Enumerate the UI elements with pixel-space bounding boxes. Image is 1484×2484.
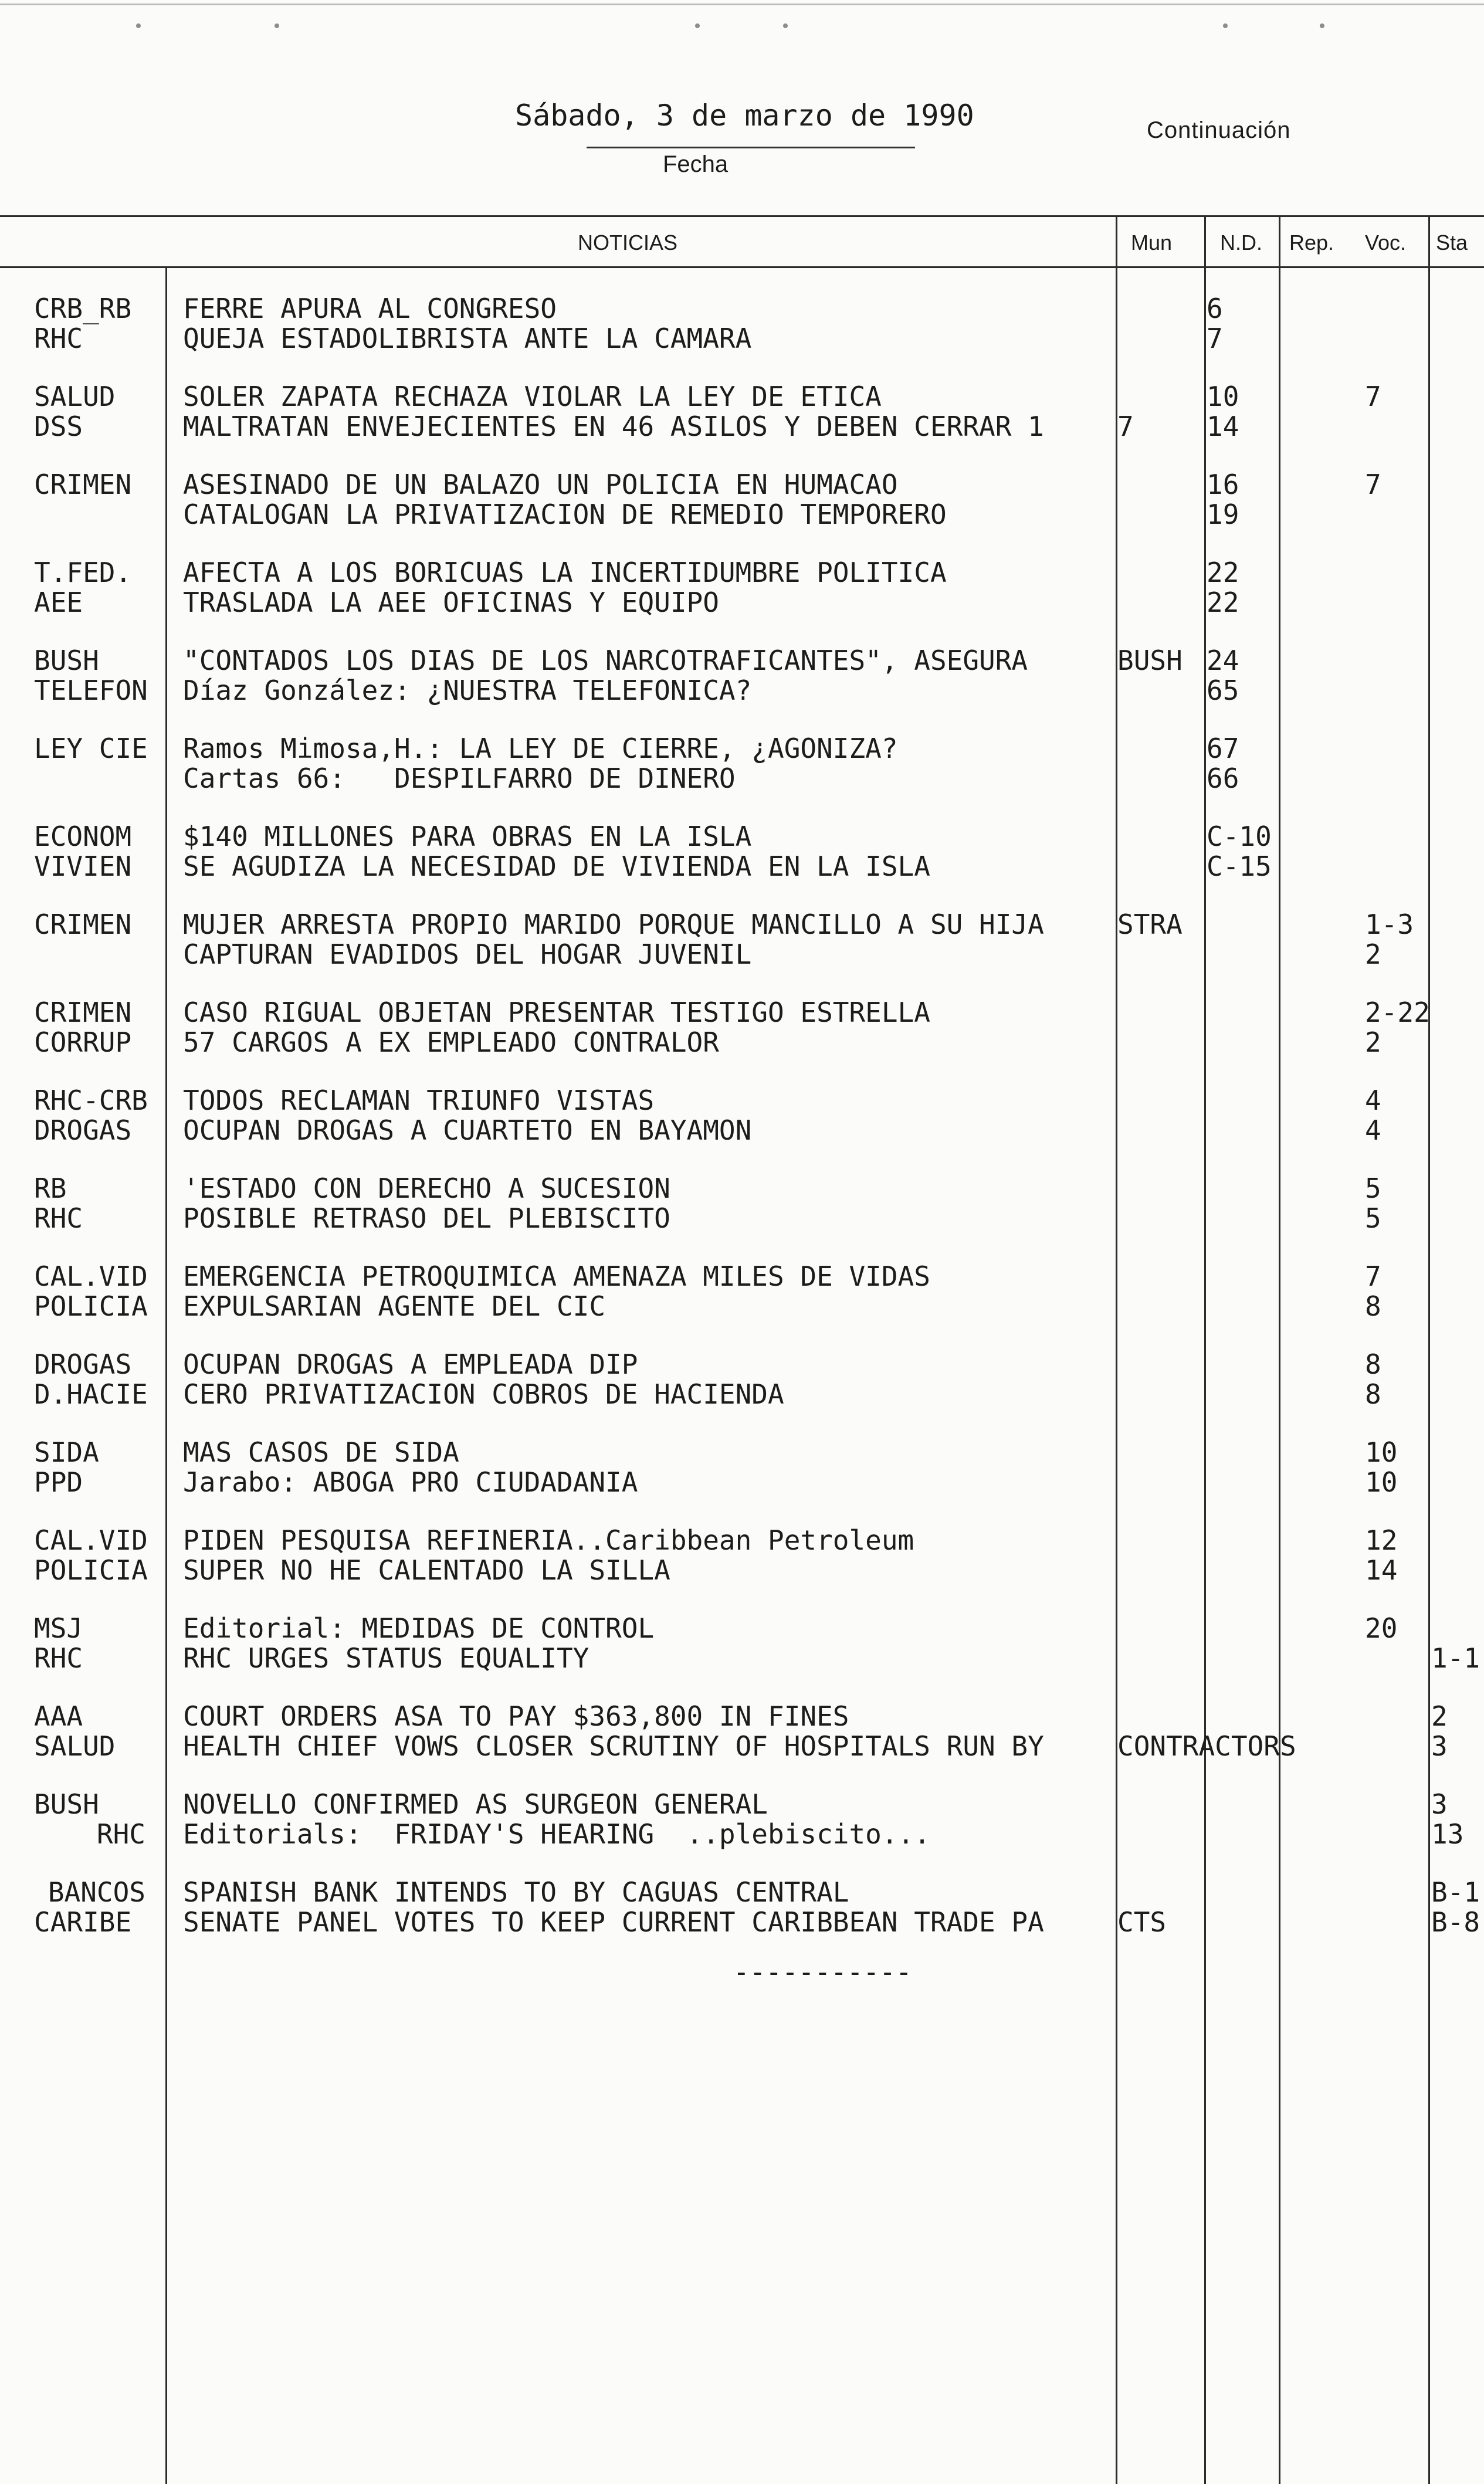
section-code: AAA [34,1700,83,1732]
table-row [0,851,1484,882]
punch-mark [1320,23,1324,28]
section-code: CAL.VID [34,1524,148,1556]
mun-value: 7 [1117,410,1134,442]
section-code: ECONOM [34,821,132,852]
section-code: MSJ [34,1612,83,1644]
headline-text: "CONTADOS LOS DIAS DE LOS NARCOTRAFICANTES", ASEGURA [183,645,1028,676]
table-row [0,557,1484,588]
section-code: PPD [34,1466,83,1498]
nd-page: C-10 [1207,821,1272,852]
section-code: RB [34,1172,67,1204]
rep-column-header: Rep. [1289,231,1334,255]
voc-page: 7 [1365,1260,1381,1292]
punch-mark [1223,23,1228,28]
nd-page: 22 [1207,586,1239,618]
section-code: T.FED. [34,557,132,588]
section-code: BUSH [34,1788,99,1820]
mun-value: CONTRACTORS [1117,1730,1296,1762]
headline-text: MAS CASOS DE SIDA [183,1436,459,1468]
section-code: CRB_RB [34,293,132,324]
mun-value: BUSH [1117,645,1183,676]
section-code: BUSH [34,645,99,676]
section-code: SIDA [34,1436,99,1468]
voc-page: 8 [1365,1378,1381,1410]
section-code: LEY CIE [34,733,148,764]
mun-value: STRA [1117,909,1183,940]
section-code: CORRUP [34,1026,132,1058]
end-of-list-mark: ----------- [733,1956,912,1988]
table-row [0,1261,1484,1292]
section-code: TELEFON [34,674,148,706]
headline-text: Editorial: MEDIDAS DE CONTROL [183,1612,655,1644]
table-row [0,1173,1484,1204]
table-row [0,939,1484,970]
table-row [0,1349,1484,1380]
voc-page: 5 [1365,1202,1381,1234]
headline-text: $140 MILLONES PARA OBRAS EN LA ISLA [183,821,752,852]
section-code: POLICIA [34,1290,148,1322]
headline-text: SUPER NO HE CALENTADO LA SILLA [183,1554,670,1586]
voc-page: 10 [1365,1436,1398,1468]
headline-text: SENATE PANEL VOTES TO KEEP CURRENT CARIBBEAN TRADE PA [183,1906,1044,1938]
table-row [0,909,1484,940]
headline-text: TRASLADA LA AEE OFICINAS Y EQUIPO [183,586,719,618]
nd-page: 66 [1207,762,1239,794]
nd-page: 19 [1207,498,1239,530]
table-row [0,821,1484,852]
headline-text: MALTRATAN ENVEJECIENTES EN 46 ASILOS Y DEBEN CERRAR 1 [183,410,1044,442]
headline-text: NOVELLO CONFIRMED AS SURGEON GENERAL [183,1788,768,1820]
section-code: RHC [96,1818,145,1850]
continuation-label: Continuación [1147,117,1291,143]
table-row [0,1437,1484,1468]
table-row [0,381,1484,412]
headline-text: FERRE APURA AL CONGRESO [183,293,557,324]
nd-page: 6 [1207,293,1223,324]
section-code: RHC [34,322,83,354]
top-edge-line [0,4,1484,5]
nd-page: 10 [1207,381,1239,412]
table-row [0,1467,1484,1497]
voc-page: 8 [1365,1290,1381,1322]
section-code: CRIMEN [34,997,132,1028]
table-row [0,1643,1484,1673]
report-date: Sábado, 3 de marzo de 1990 [515,99,974,133]
table-row [0,1701,1484,1731]
date-underline [587,147,915,148]
headline-text: EMERGENCIA PETROQUIMICA AMENAZA MILES DE VIDAS [183,1260,930,1292]
table-row [0,1731,1484,1761]
headline-text: SOLER ZAPATA RECHAZA VIOLAR LA LEY DE ETICA [183,381,882,412]
table-row [0,1877,1484,1907]
table-row [0,1203,1484,1233]
section-code: VIVIEN [34,850,132,882]
voc-page: 4 [1365,1085,1381,1116]
table-row [0,411,1484,442]
headline-text: OCUPAN DROGAS A CUARTETO EN BAYAMON [183,1114,752,1146]
headline-text: SE AGUDIZA LA NECESIDAD DE VIVIENDA EN LA ISLA [183,850,930,882]
voc-page: 12 [1365,1524,1398,1556]
voc-page: 4 [1365,1114,1381,1146]
nd-page: 65 [1207,674,1239,706]
punch-mark [783,23,788,28]
headline-text: QUEJA ESTADOLIBRISTA ANTE LA CAMARA [183,322,752,354]
table-header-rule [0,266,1484,268]
headline-text: CATALOGAN LA PRIVATIZACION DE REMEDIO TEMPORERO [183,498,947,530]
headline-text: POSIBLE RETRASO DEL PLEBISCITO [183,1202,670,1234]
table-row [0,1555,1484,1585]
headline-text: AFECTA A LOS BORICUAS LA INCERTIDUMBRE POLITICA [183,557,947,588]
nd-page: 22 [1207,557,1239,588]
voc-page: 2 [1365,1026,1381,1058]
headline-text: Editorials: FRIDAY'S HEARING ..plebiscito... [183,1818,930,1850]
voc-page: 5 [1365,1172,1381,1204]
headline-text: Cartas 66: DESPILFARRO DE DINERO [183,762,736,794]
section-code: SALUD [34,381,116,412]
headline-text: Ramos Mimosa,H.: LA LEY DE CIERRE, ¿AGONIZA? [183,733,898,764]
nd-page: 16 [1207,469,1239,500]
voc-page: 7 [1365,469,1381,500]
headline-text: 57 CARGOS A EX EMPLEADO CONTRALOR [183,1026,719,1058]
noticias-column-header: NOTICIAS [578,231,678,255]
section-code: BANCOS [48,1876,145,1908]
headline-text: ASESINADO DE UN BALAZO UN POLICIA EN HUMACAO [183,469,898,500]
table-row [0,1907,1484,1937]
sta-page: 13 [1431,1818,1464,1850]
headline-text: 'ESTADO CON DERECHO A SUCESION [183,1172,670,1204]
date-label: Fecha [663,151,729,177]
voc-page: 8 [1365,1348,1381,1380]
section-code: CARIBE [34,1906,132,1938]
table-row [0,1819,1484,1849]
headline-text: COURT ORDERS ASA TO PAY $363,800 IN FINES [183,1700,849,1732]
table-row [0,763,1484,794]
table-row [0,1379,1484,1409]
nd-page: 14 [1207,410,1239,442]
headline-text: CAPTURAN EVADIDOS DEL HOGAR JUVENIL [183,938,752,970]
table-row [0,675,1484,706]
section-code: RHC [34,1202,83,1234]
section-code: CAL.VID [34,1260,148,1292]
headline-text: HEALTH CHIEF VOWS CLOSER SCRUTINY OF HOSPITALS RUN BY [183,1730,1044,1762]
headline-text: CERO PRIVATIZACION COBROS DE HACIENDA [183,1378,784,1410]
punch-mark [136,23,141,28]
table-row [0,1789,1484,1819]
sta-column-header: Sta [1436,231,1468,255]
headline-text: CASO RIGUAL OBJETAN PRESENTAR TESTIGO ESTRELLA [183,997,930,1028]
mun-value: CTS [1117,1906,1167,1938]
section-code: D.HACIE [34,1378,148,1410]
table-row [0,1027,1484,1058]
voc-page: 2 [1365,938,1381,970]
section-code: CRIMEN [34,469,132,500]
mun-column-header: Mun [1131,231,1173,255]
section-code: RHC [34,1642,83,1674]
section-code: DSS [34,410,83,442]
table-row [0,293,1484,324]
voc-page: 14 [1365,1554,1398,1586]
table-row [0,733,1484,764]
section-code: POLICIA [34,1554,148,1586]
headline-text: Díaz González: ¿NUESTRA TELEFONICA? [183,674,752,706]
voc-page: 1-3 [1365,909,1414,940]
headline-text: SPANISH BANK INTENDS TO BY CAGUAS CENTRAL [183,1876,849,1908]
table-row [0,1085,1484,1116]
headline-text: MUJER ARRESTA PROPIO MARIDO PORQUE MANCILLO A SU HIJA [183,909,1044,940]
section-code: CRIMEN [34,909,132,940]
headline-text: PIDEN PESQUISA REFINERIA..Caribbean Petroleum [183,1524,914,1556]
punch-mark [695,23,700,28]
table-row [0,1291,1484,1321]
table-row [0,1613,1484,1643]
voc-page: 10 [1365,1466,1398,1498]
voc-page: 2-22 [1365,997,1430,1028]
table-row [0,499,1484,530]
headline-text: TODOS RECLAMAN TRIUNFO VISTAS [183,1085,655,1116]
section-code: RHC-CRB [34,1085,148,1116]
table-row [0,1525,1484,1556]
table-row [0,997,1484,1028]
sta-page: 2 [1431,1700,1448,1732]
section-code: AEE [34,586,83,618]
sta-page: 3 [1431,1730,1448,1762]
nd-page: 67 [1207,733,1239,764]
table-row [0,323,1484,354]
voc-page: 7 [1365,381,1381,412]
punch-mark [275,23,279,28]
sta-page: B-1 [1431,1876,1480,1908]
headline-text: Jarabo: ABOGA PRO CIUDADANIA [183,1466,638,1498]
headline-text: EXPULSARIAN AGENTE DEL CIC [183,1290,606,1322]
table-row [0,645,1484,676]
sta-page: 1-1 [1431,1642,1480,1674]
section-code: SALUD [34,1730,116,1762]
section-code: DROGAS [34,1348,132,1380]
section-code: DROGAS [34,1114,132,1146]
nd-page: 24 [1207,645,1239,676]
nd-page: C-15 [1207,850,1272,882]
sta-page: B-8 [1431,1906,1480,1938]
sta-page: 3 [1431,1788,1448,1820]
nd-column-header: N.D. [1220,231,1262,255]
nd-page: 7 [1207,322,1223,354]
voc-page: 20 [1365,1612,1398,1644]
table-row [0,1115,1484,1146]
table-row [0,469,1484,500]
headline-text: RHC URGES STATUS EQUALITY [183,1642,589,1674]
table-row [0,587,1484,618]
table-top-rule [0,215,1484,217]
headline-text: OCUPAN DROGAS A EMPLEADA DIP [183,1348,638,1380]
voc-column-header: Voc. [1365,231,1407,255]
